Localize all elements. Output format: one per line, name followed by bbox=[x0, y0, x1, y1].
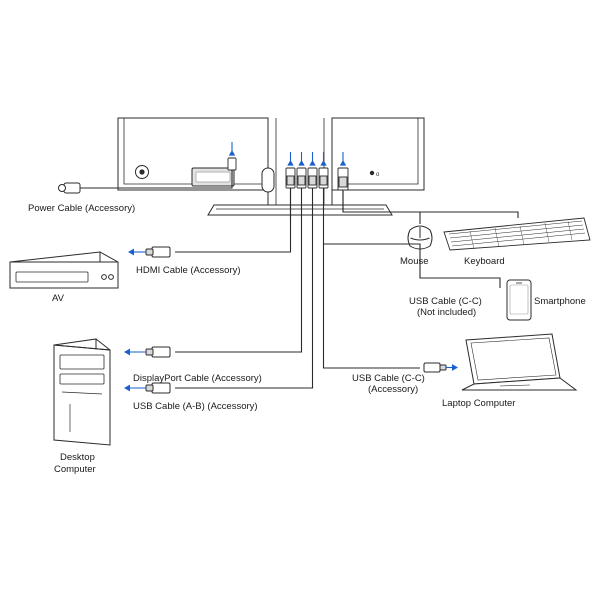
keyboard-graphic bbox=[444, 218, 590, 250]
displayport-connector bbox=[146, 347, 170, 357]
label-usb-cc-not-included-line2: (Not included) bbox=[417, 307, 477, 318]
label-hdmi-cable: HDMI Cable (Accessory) bbox=[136, 265, 241, 276]
label-usb-cc-not-included-line1: USB Cable (C-C) bbox=[409, 296, 482, 307]
label-smartphone: Smartphone bbox=[534, 296, 586, 307]
usb-cc-laptop-connector bbox=[424, 363, 446, 372]
label-av-device: AV bbox=[52, 293, 64, 304]
laptop-graphic bbox=[462, 334, 576, 390]
label-desktop-computer-line2: Computer bbox=[54, 464, 96, 475]
label-power-cable: Power Cable (Accessory) bbox=[28, 203, 136, 214]
hdmi-connector bbox=[146, 247, 170, 257]
av-device-graphic bbox=[10, 252, 118, 288]
label-displayport-cable: DisplayPort Cable (Accessory) bbox=[133, 373, 262, 384]
label-usb-cc-accessory-line2: (Accessory) bbox=[368, 384, 419, 395]
label-usb-ab-cable: USB Cable (A-B) (Accessory) bbox=[133, 401, 258, 412]
smartphone-graphic bbox=[507, 280, 531, 320]
label-mouse: Mouse bbox=[400, 256, 429, 267]
power-plug bbox=[59, 183, 81, 193]
usb-ab-cable-path bbox=[175, 188, 313, 388]
label-desktop-computer-line1: Desktop bbox=[60, 452, 95, 463]
label-keyboard: Keyboard bbox=[464, 256, 505, 267]
label-usb-cc-accessory-line1: USB Cable (C-C) bbox=[352, 373, 425, 384]
svg-text:o: o bbox=[376, 172, 380, 178]
desktop-computer-graphic bbox=[54, 339, 110, 445]
monitor-group bbox=[118, 118, 424, 215]
label-laptop-computer: Laptop Computer bbox=[442, 398, 516, 409]
